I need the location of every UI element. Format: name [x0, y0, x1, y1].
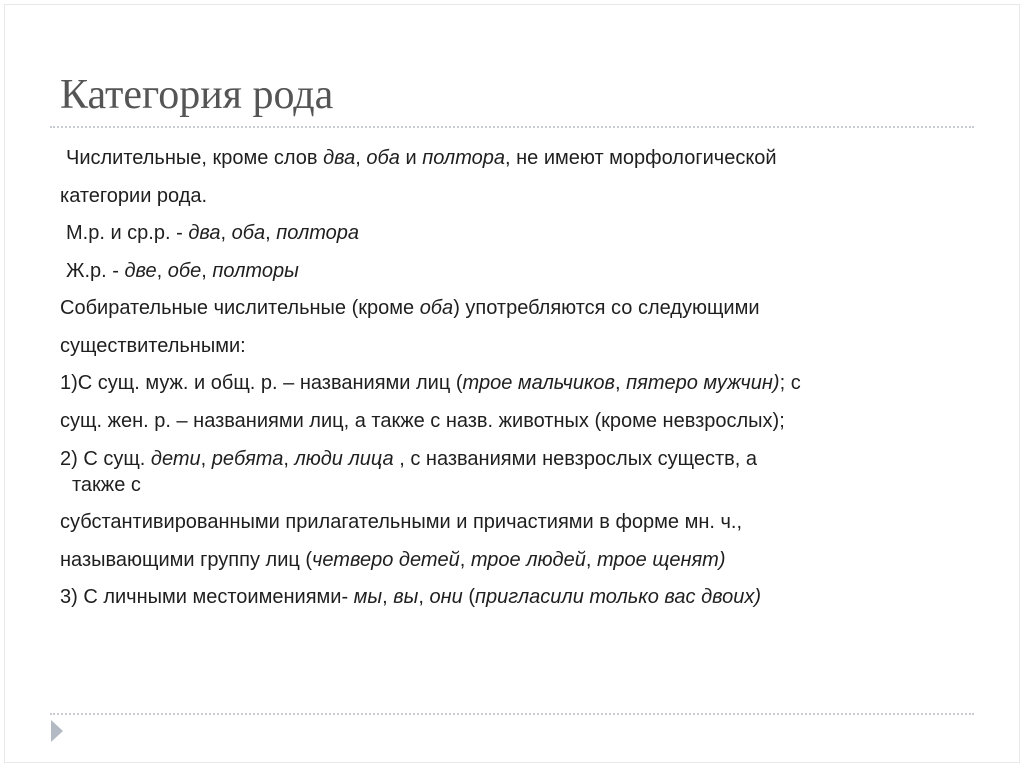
paragraph-7: сущ. жен. р. – названиями лиц, а также с назв. животных (кроме невзрослых); [60, 409, 785, 432]
example-word: полтора [276, 222, 360, 244]
footer-divider [50, 713, 974, 715]
text-run-continued: также с [72, 474, 141, 496]
example-word: люди лица [294, 448, 394, 470]
paragraph-4 [60, 290, 960, 328]
example-phrase: трое людей [470, 548, 586, 571]
text-run: 2) С сущ. [60, 448, 151, 470]
example-word: оба [366, 147, 400, 169]
text-run: Собирательные числительные (кроме [60, 297, 420, 319]
text-run: , [585, 548, 597, 571]
example-word: полторы [212, 259, 299, 282]
text-run: , [418, 586, 430, 608]
example-phrase: трое мальчиков [462, 372, 615, 394]
triangle-right-icon[interactable] [50, 719, 64, 743]
text-run: называющими группу лиц ( [60, 548, 313, 571]
title-divider [50, 126, 974, 128]
slide-body [60, 140, 960, 617]
example-word: мы [353, 586, 383, 608]
text-run: , [615, 372, 627, 394]
paragraph-1-line-1 [60, 140, 960, 178]
text-run: , [156, 259, 168, 282]
example-word: два [323, 147, 356, 169]
text-run: ) употребляются со следующими [453, 297, 760, 319]
text-run: , [283, 448, 295, 470]
paragraph-10 [60, 542, 960, 580]
example-phrase: четверо детей [312, 548, 460, 571]
paragraph-11 [60, 579, 960, 617]
example-word: оба [419, 297, 454, 319]
text-run: , [220, 222, 232, 244]
example-word: оба [231, 222, 266, 244]
text-run: , [459, 548, 471, 571]
text-run: ( [462, 586, 475, 608]
text-run: 3) С личными местоимениями- [60, 586, 354, 608]
paragraph-1-line-2: категории рода. [60, 184, 208, 207]
paragraph-9: субстантивированными прилагательными и причастиями в форме мн. ч., [60, 511, 743, 533]
example-word: полтора [422, 147, 505, 169]
text-run: 1)С сущ. муж. и общ. р. – названиями лиц ( [60, 372, 463, 394]
example-phrase: пригласили только вас двоих) [475, 586, 762, 608]
example-word: они [429, 586, 463, 608]
text-run: и [399, 147, 423, 169]
text-run: , [355, 147, 367, 169]
example-word: обе [167, 259, 202, 282]
text-run: , [200, 448, 212, 470]
paragraph-8 [60, 440, 960, 504]
paragraph-2 [60, 215, 960, 253]
text-run: , [382, 586, 394, 608]
text-run: Ж.р. - [66, 259, 125, 282]
paragraph-3 [60, 253, 960, 291]
text-run: ; с [779, 372, 801, 394]
text-run: М.р. и ср.р. - [66, 222, 189, 244]
example-word: вы [393, 586, 419, 608]
paragraph-5: существительными: [60, 334, 246, 357]
example-phrase: трое щенят) [596, 548, 726, 571]
text-run: Числительные, кроме слов [66, 147, 324, 169]
text-run: , [201, 259, 213, 282]
example-word: две [124, 259, 157, 282]
paragraph-6 [60, 365, 960, 403]
slide-title: Категория рода [60, 72, 334, 118]
example-phrase: пятеро мужчин) [626, 372, 780, 394]
example-word: два [188, 222, 221, 244]
text-run: , [265, 222, 277, 244]
text-run: , не имеют морфологической [505, 147, 777, 169]
example-word: дети [150, 448, 201, 470]
text-run: , с названиями невзрослых существ, а [393, 448, 758, 470]
example-word: ребята [211, 448, 284, 470]
